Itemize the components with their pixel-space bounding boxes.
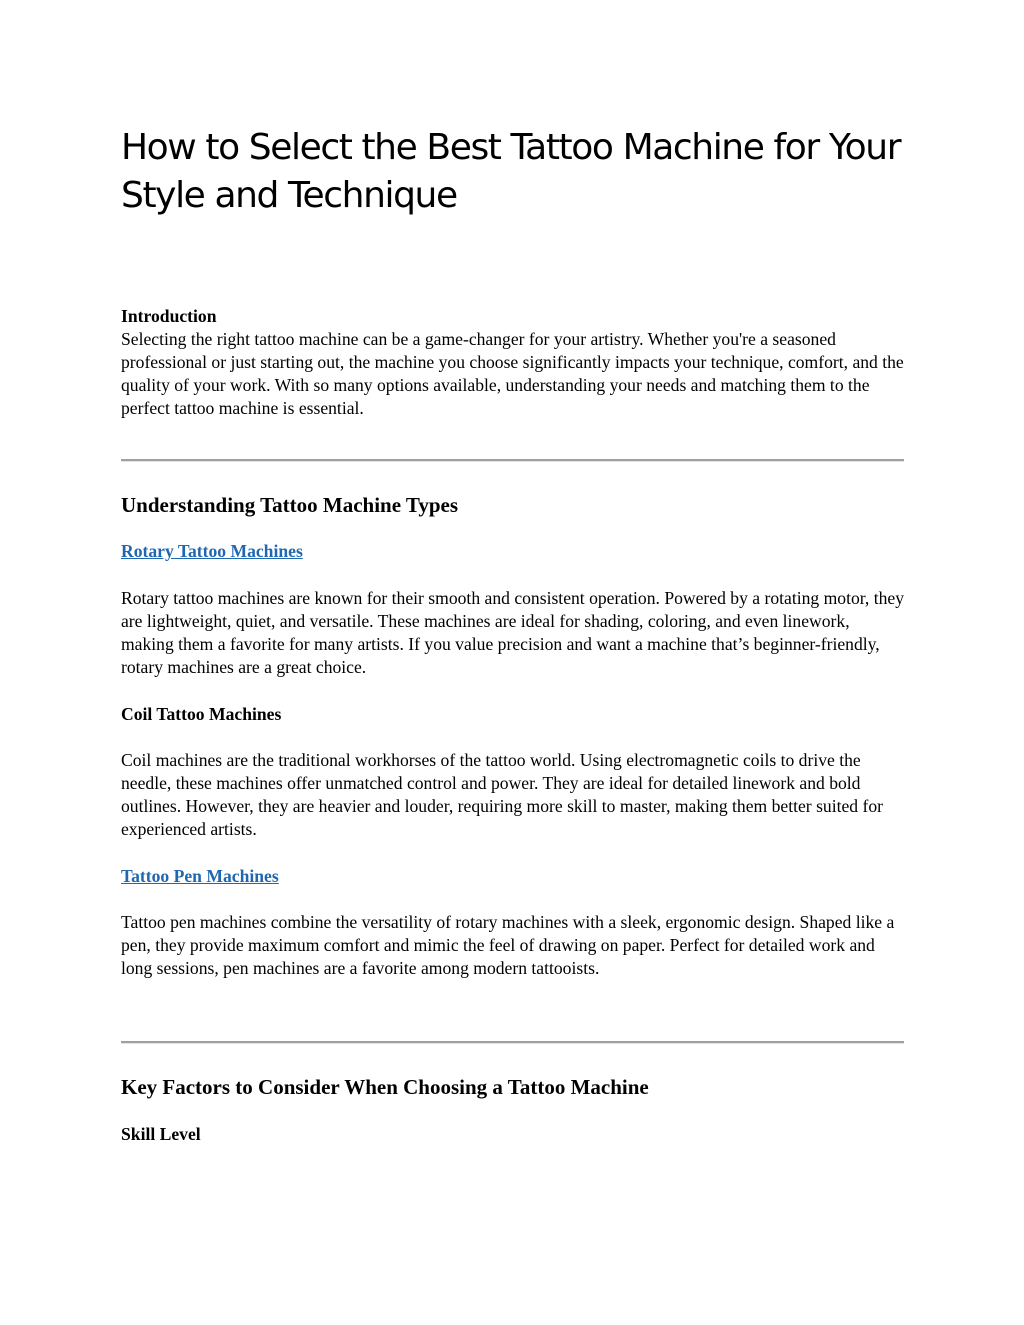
horizontal-rule [121, 459, 904, 462]
intro-heading: Introduction [121, 306, 217, 326]
pen-paragraph: Tattoo pen machines combine the versatility of rotary machines with a sleek, ergonomic design. Shaped like a pen, they provide maximum comfort and mimic the feel of drawing on paper. Perfect for detailed work and long sessions, pen machines are a favorite among modern tattooists. [121, 912, 895, 978]
subheading-skill-level: Skill Level [121, 1124, 201, 1144]
section-heading-types: Understanding Tattoo Machine Types [121, 493, 459, 517]
rotary-machines-link[interactable]: Rotary Tattoo Machines [121, 541, 303, 561]
section-heading-factors: Key Factors to Consider When Choosing a Tattoo Machine [121, 1075, 649, 1099]
subheading-rotary [121, 540, 303, 563]
rotary-paragraph: Rotary tattoo machines are known for their smooth and consistent operation. Powered by a rotating motor, they are lightweight, quiet, and versatile. These machines are ideal for shading, coloring, and even linework, making them a favorite for many artists. If you value precision and want a machine that’s beginner-friendly, rotary machines are a great choice. [121, 588, 905, 677]
page-title: How to Select the Best Tattoo Machine for Your Style and Technique [121, 127, 901, 216]
coil-paragraph: Coil machines are the traditional workhorses of the tattoo world. Using electromagnetic coils to drive the needle, these machines offer unmatched control and power. They are ideal for detailed linework and bold outlines. However, they are heavier and louder, requiring more skill to master, making them better suited for experienced artists. [121, 750, 884, 839]
intro-paragraph: Selecting the right tattoo machine can be a game-changer for your artistry. Whether you're a seasoned professional or just starting out, the machine you choose significantly impacts your technique, comfort, and the quality of your work. With so many options available, understanding your needs and matching them to the perfect tattoo machine is essential. [121, 329, 904, 418]
subheading-pen [121, 865, 279, 888]
subheading-coil: Coil Tattoo Machines [121, 704, 282, 724]
intro-section [121, 305, 906, 420]
pen-machines-link[interactable]: Tattoo Pen Machines [121, 866, 279, 886]
horizontal-rule [121, 1041, 904, 1044]
